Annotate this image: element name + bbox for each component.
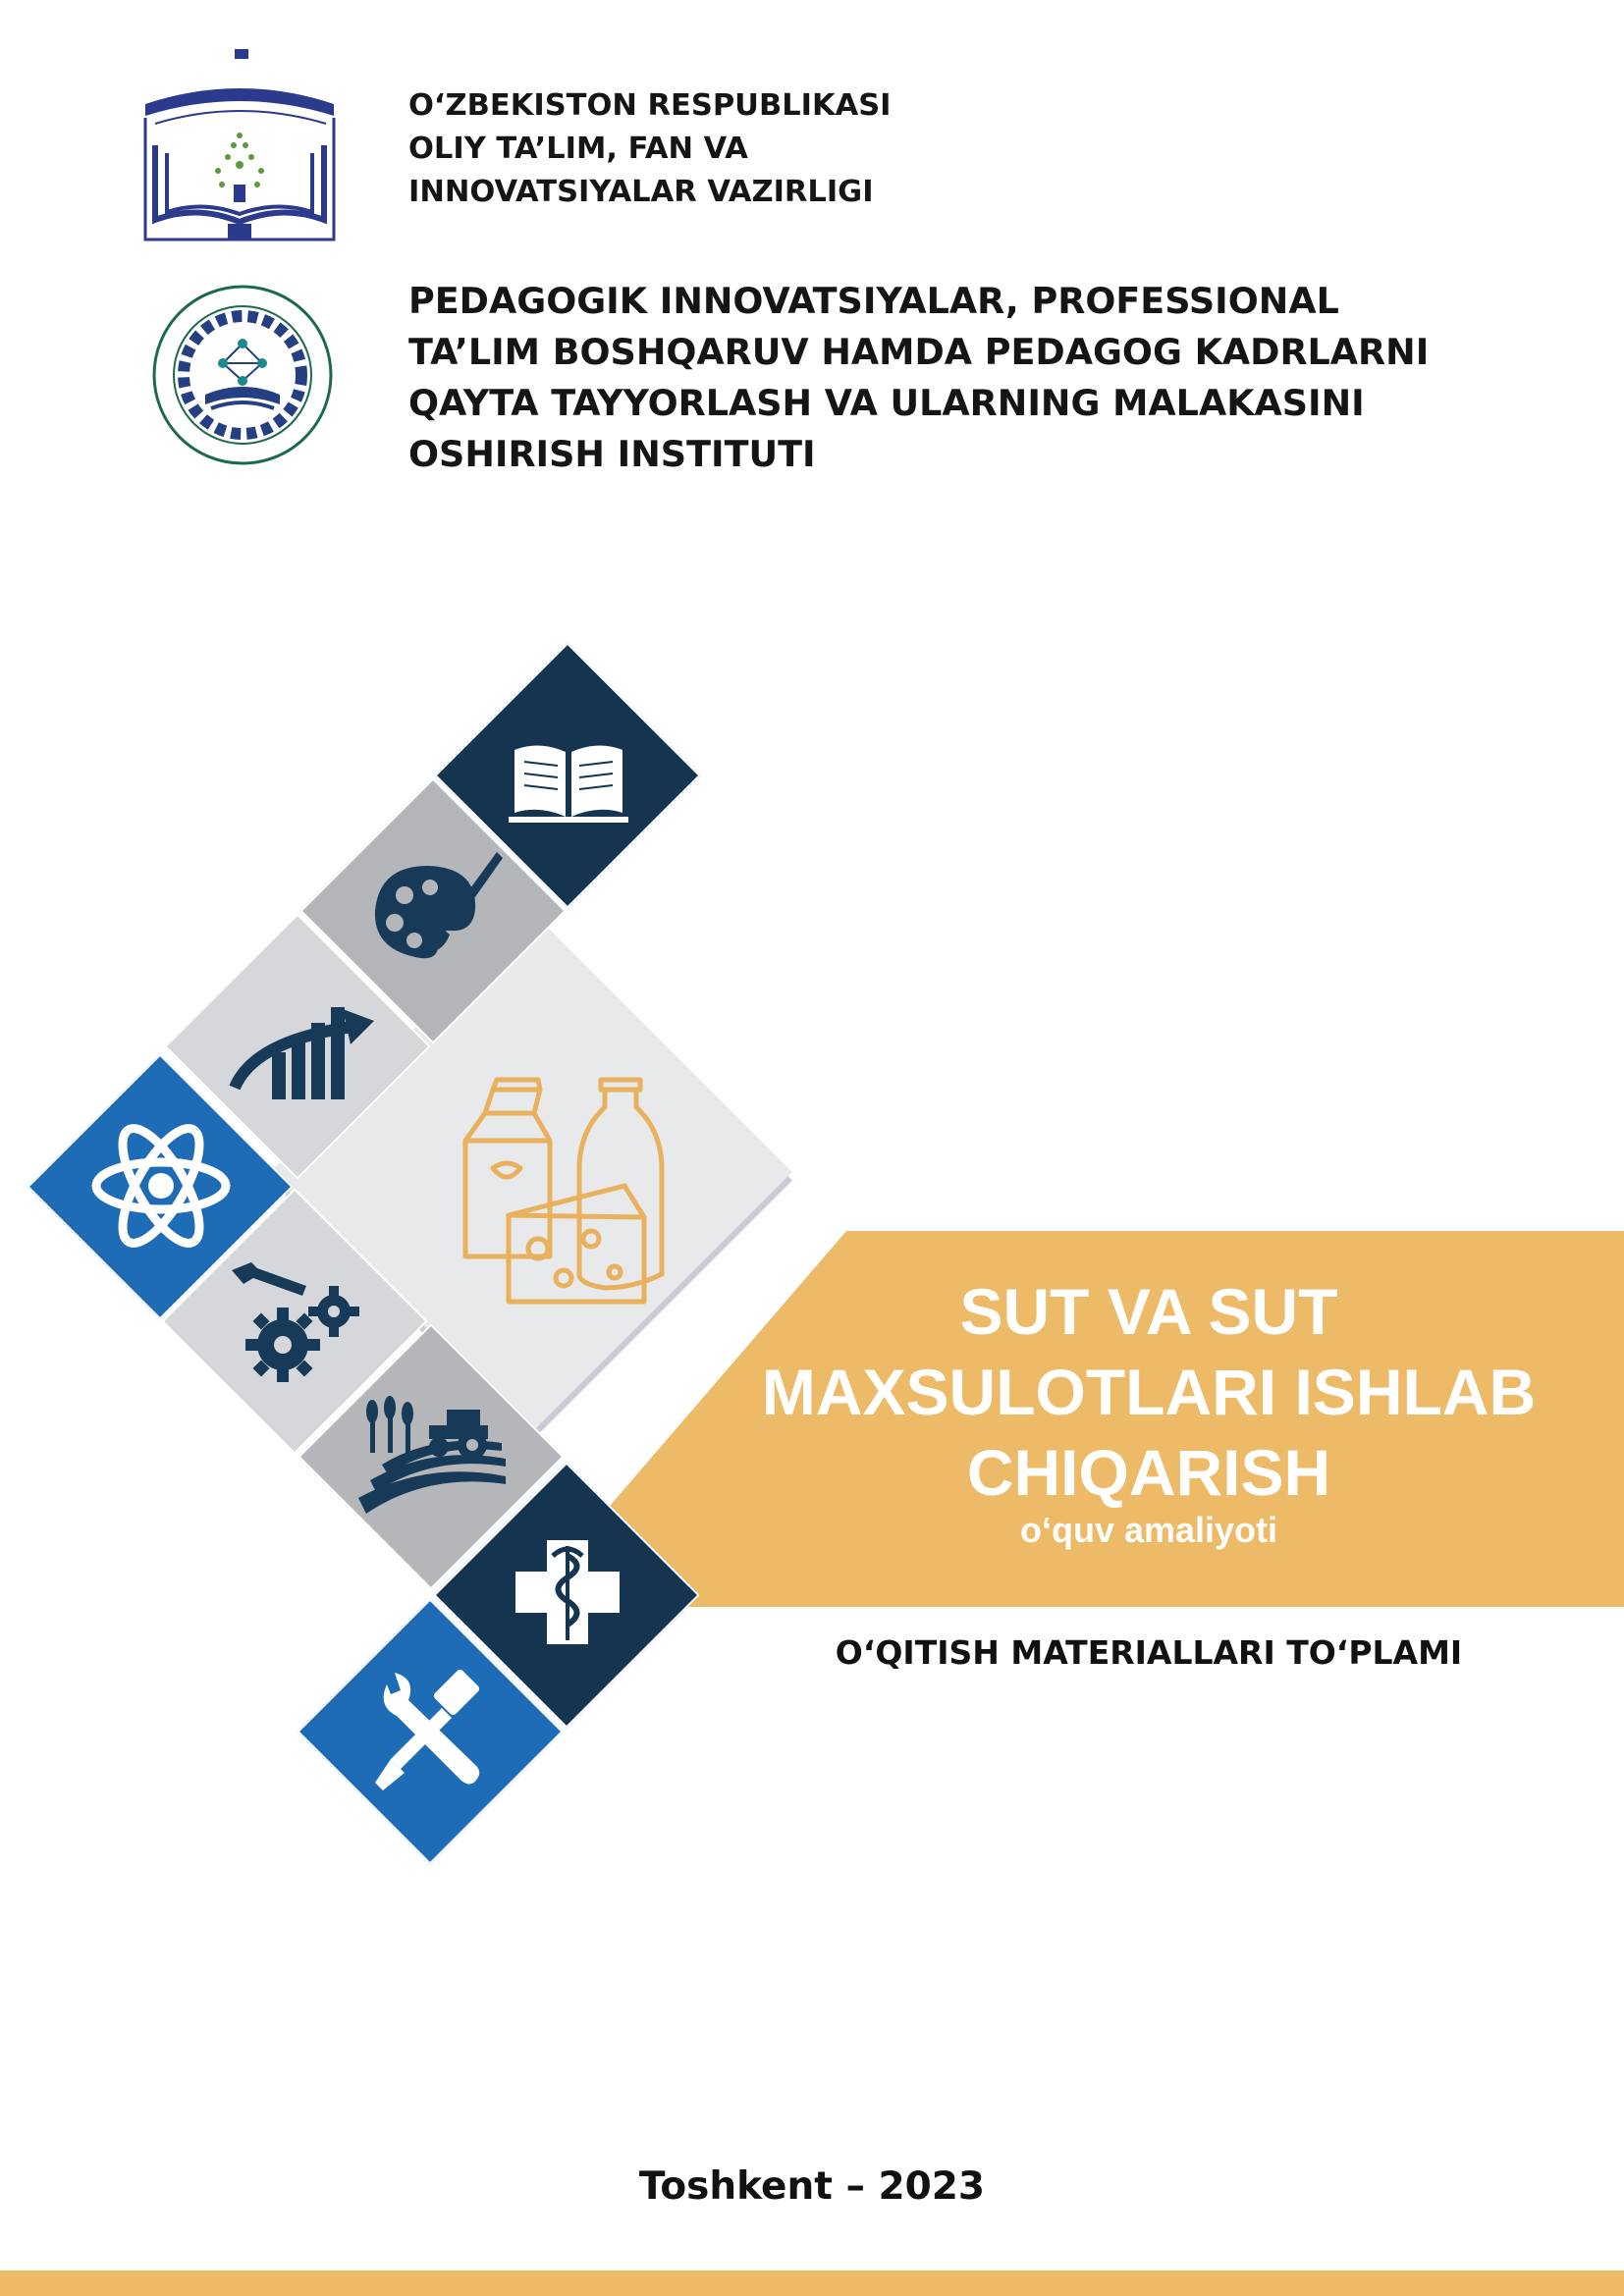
paint-palette-icon <box>350 836 516 984</box>
title-line-2: MAXSULOTLARI ISHLAB <box>761 1356 1537 1428</box>
title-line-1: SUT VA SUT <box>959 1275 1338 1348</box>
subtitle: o‘quv amaliyoti <box>1019 1510 1278 1550</box>
bottom-accent-bar <box>0 2270 1624 2296</box>
ministry-line: INNOVATSIYALAR VAZIRLIGI <box>408 175 874 209</box>
medical-cross-icon <box>484 1521 651 1668</box>
institute-line: OSHIRISH INSTITUTI <box>408 433 816 475</box>
title-line-3: CHIQARISH <box>966 1436 1331 1509</box>
ministry-line: O‘ZBEKISTON RESPUBLIKASI <box>408 88 892 123</box>
institute-name <box>408 276 1429 480</box>
open-book-icon <box>485 701 652 848</box>
collection-label: O‘QITISH MATERIALLARI TO‘PLAMI <box>835 1633 1463 1672</box>
dairy-products-icon <box>442 1070 697 1315</box>
city-year: Toshkent – 2023 <box>638 2164 986 2209</box>
growth-chart-icon <box>215 972 382 1119</box>
ministry-name <box>408 84 892 214</box>
agriculture-tractor-icon <box>349 1382 515 1529</box>
gears-wrench-icon <box>212 1247 379 1394</box>
institute-seal <box>152 285 333 465</box>
ministry-line: OLIY TA’LIM, FAN VA <box>408 132 748 166</box>
institute-line: TA’LIM BOSHQARUV HAMDA PEDAGOG KADRLARNI <box>408 331 1430 373</box>
tools-icon <box>348 1657 514 1804</box>
institute-line: QAYTA TAYYORLASH VA ULARNING MALAKASINI <box>408 382 1365 424</box>
ministry-logo <box>137 47 344 248</box>
institute-line: PEDAGOGIK INNOVATSIYALAR, PROFESSIONAL <box>408 280 1339 322</box>
atom-icon <box>78 1112 244 1259</box>
